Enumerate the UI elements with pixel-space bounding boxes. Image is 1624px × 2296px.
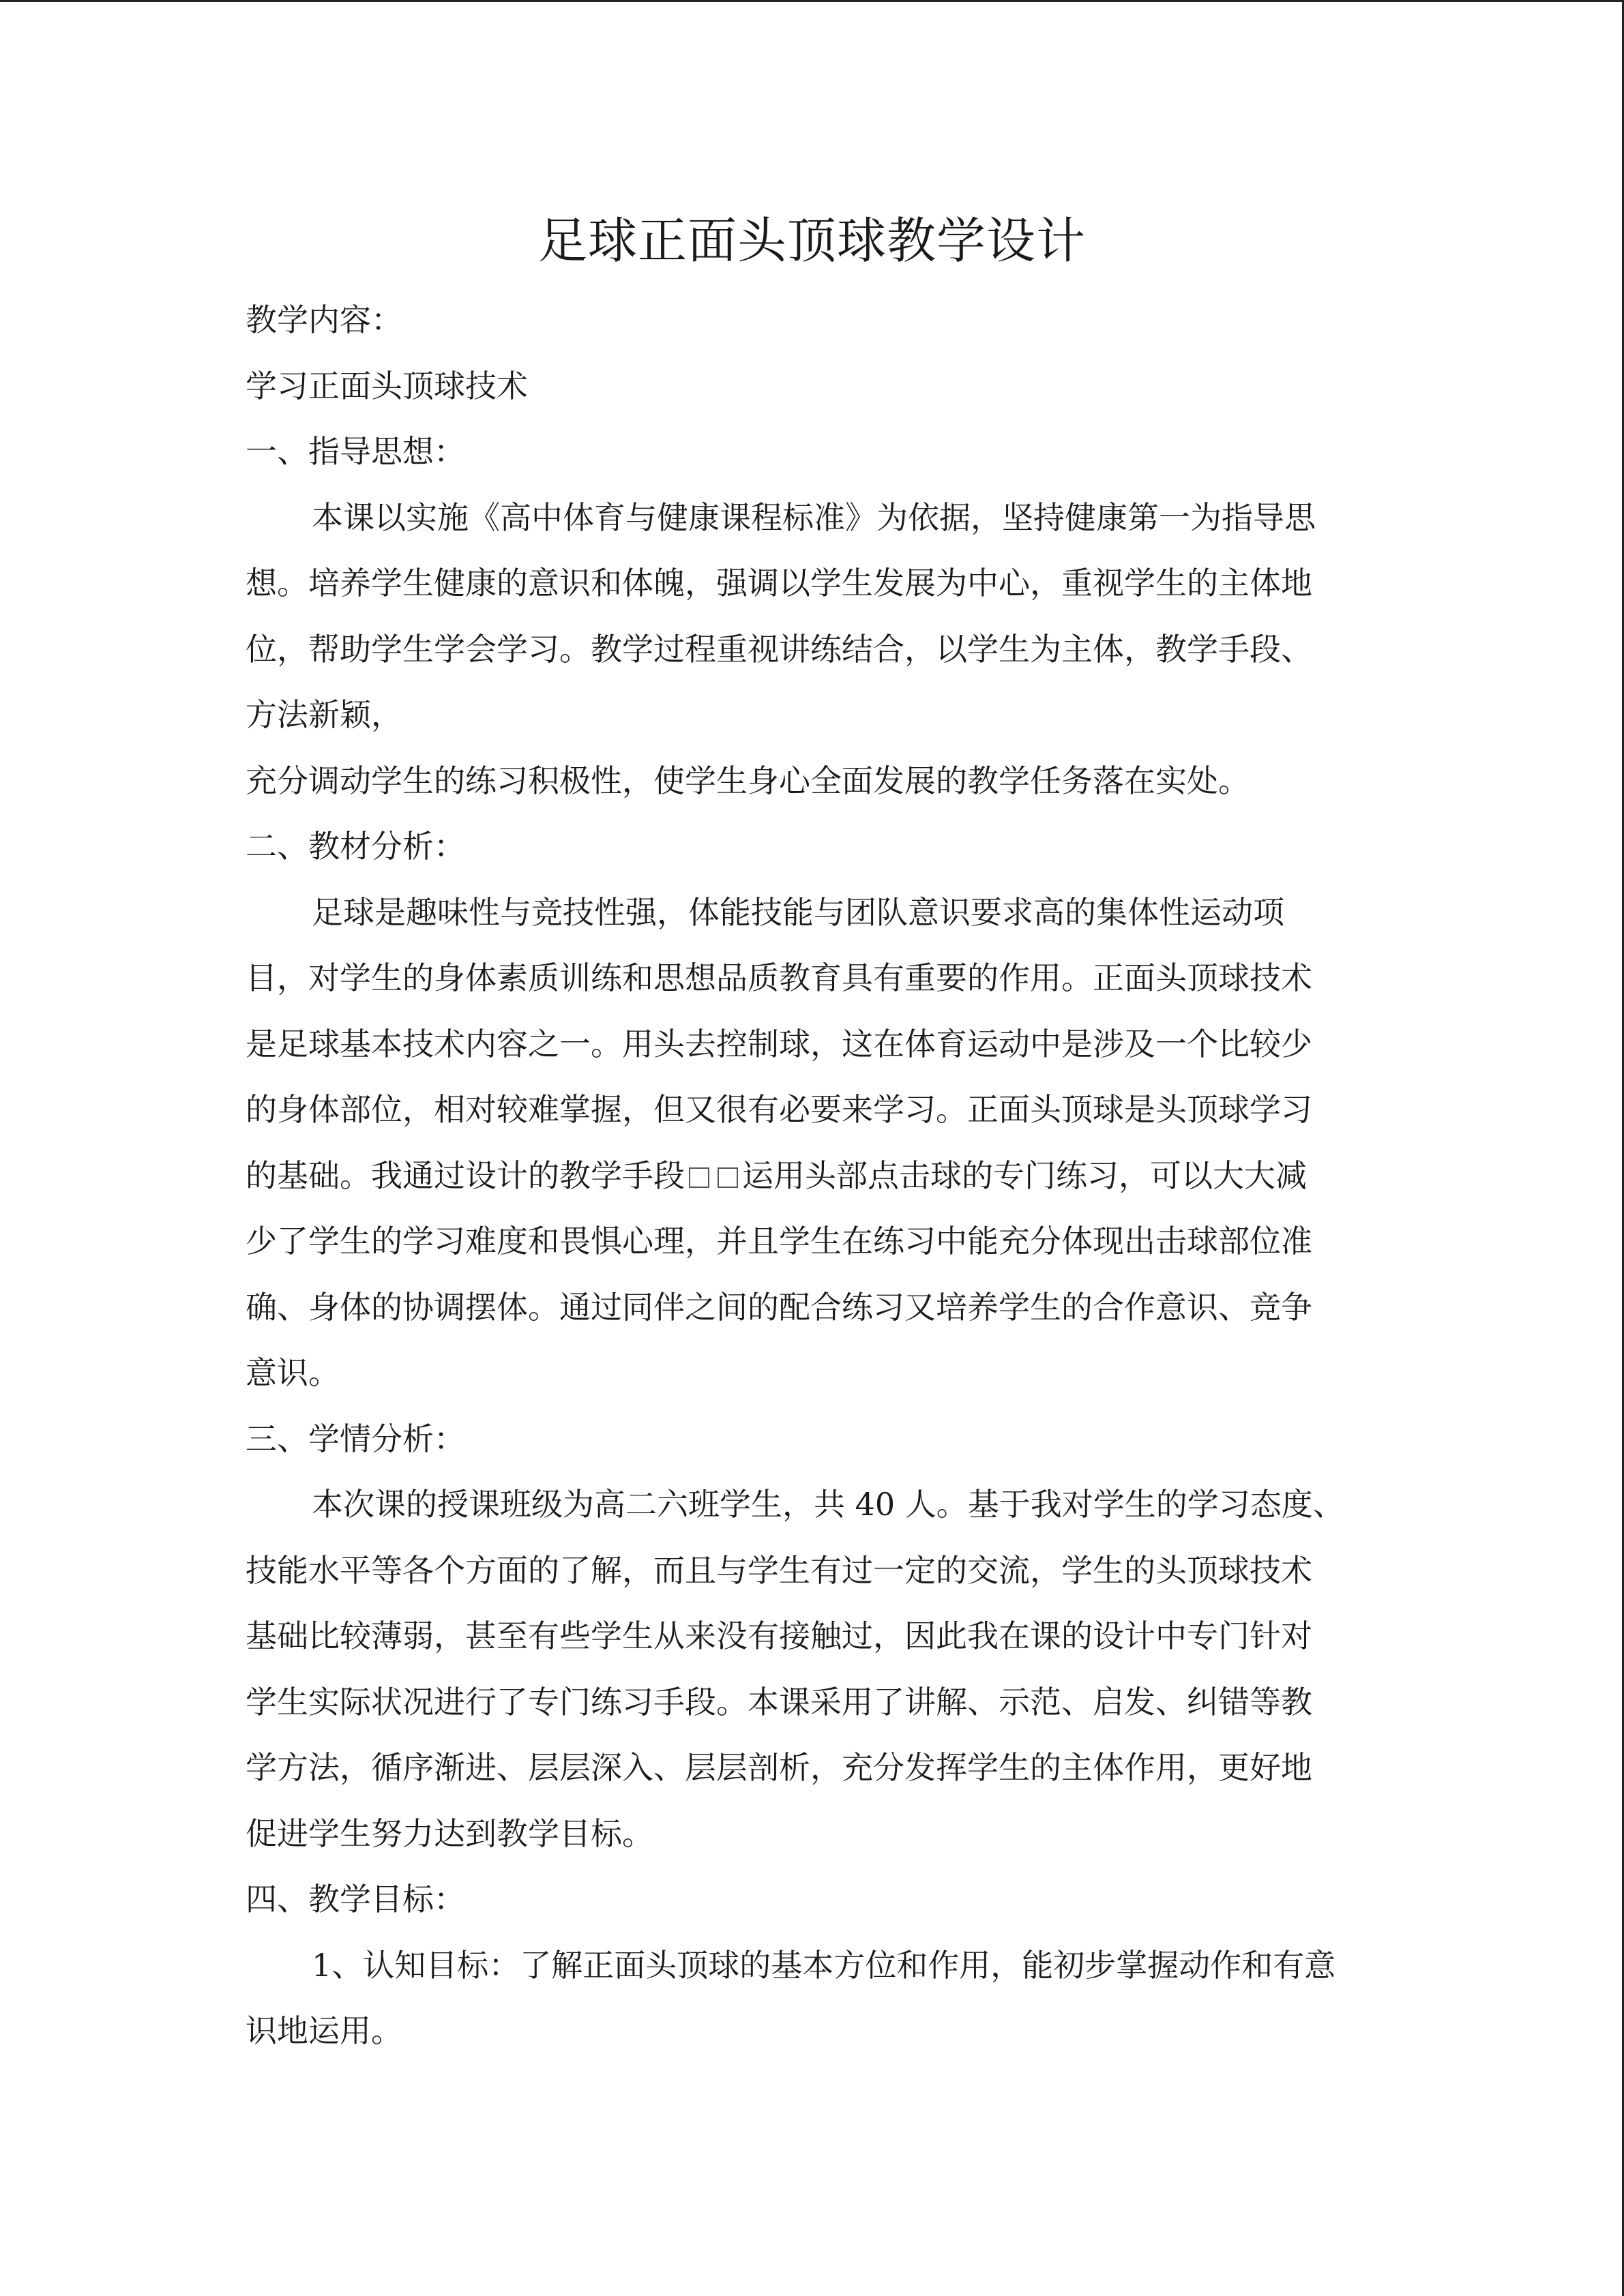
missing-glyph-box-icon — [689, 1167, 709, 1188]
text-line: 足球是趣味性与竞技性强，体能技能与团队意识要求高的集体性运动项 — [312, 893, 1284, 931]
text-line: 促进学生努力达到教学目标。 — [246, 1815, 653, 1852]
text-line-with-missing-glyphs — [246, 1143, 1378, 1209]
section-heading: 一、指导思想： — [246, 433, 465, 470]
text-line: 学生实际状况进行了专门练习手段。本课采用了讲解、示范、启发、纠错等教 — [246, 1683, 1312, 1720]
text-line: 技能水平等各个方面的了解，而且与学生有过一定的交流，学生的头顶球技术 — [246, 1551, 1312, 1589]
text-line: 教学内容： — [246, 301, 402, 338]
document-body — [246, 287, 1378, 2064]
text-line: 充分调动学生的练习积极性，使学生身心全面发展的教学任务落在实处。 — [246, 762, 1250, 799]
text-fragment: 的基础。我通过设计的教学手段 — [246, 1157, 685, 1194]
section-heading: 四、教学目标： — [246, 1881, 465, 1918]
text-line: 本次课的授课班级为高二六班学生，共 40 人。基于我对学生的学习态度、 — [312, 1486, 1344, 1523]
text-line: 意识。 — [246, 1354, 340, 1391]
section-heading: 三、学情分析： — [246, 1420, 465, 1457]
missing-glyph-box-icon — [718, 1167, 738, 1188]
document-title: 足球正面头顶球教学设计 — [537, 212, 1086, 269]
text-line: 位，帮助学生学会学习。教学过程重视讲练结合，以学生为主体，教学手段、 — [246, 630, 1312, 668]
text-line: 的身体部位，相对较难掌握，但又很有必要来学习。正面头顶球是头顶球学习 — [246, 1091, 1312, 1128]
section-heading: 二、教材分析： — [246, 828, 465, 865]
text-line: 本课以实施《高中体育与健康课程标准》为依据，坚持健康第一为指导思 — [312, 498, 1316, 536]
text-line: 学方法，循序渐进、层层深入、层层剖析，充分发挥学生的主体作用，更好地 — [246, 1749, 1312, 1786]
text-line: 识地运用。 — [246, 2012, 402, 2049]
text-line: 1、认知目标：了解正面头顶球的基本方位和作用，能初步掌握动作和有意 — [312, 1946, 1336, 1984]
text-line: 目，对学生的身体素质训练和思想品质教育具有重要的作用。正面头顶球技术 — [246, 959, 1312, 996]
text-line: 确、身体的协调摆体。通过同伴之间的配合练习又培养学生的合作意识、竞争 — [246, 1288, 1312, 1326]
text-line: 是足球基本技术内容之一。用头去控制球，这在体育运动中是涉及一个比较少 — [246, 1025, 1312, 1062]
text-line: 学习正面头顶球技术 — [246, 367, 528, 404]
text-line: 少了学生的学习难度和畏惧心理，并且学生在练习中能充分体现出击球部位准 — [246, 1223, 1312, 1259]
text-fragment: 运用头部点击球的专门练习，可以大大减 — [742, 1157, 1307, 1194]
text-line: 想。培养学生健康的意识和体魄，强调以学生发展为中心，重视学生的主体地 — [246, 565, 1312, 601]
text-line: 基础比较薄弱，甚至有些学生从来没有接触过，因此我在课的设计中专门针对 — [246, 1617, 1312, 1654]
text-line: 方法新颖， — [246, 696, 402, 733]
